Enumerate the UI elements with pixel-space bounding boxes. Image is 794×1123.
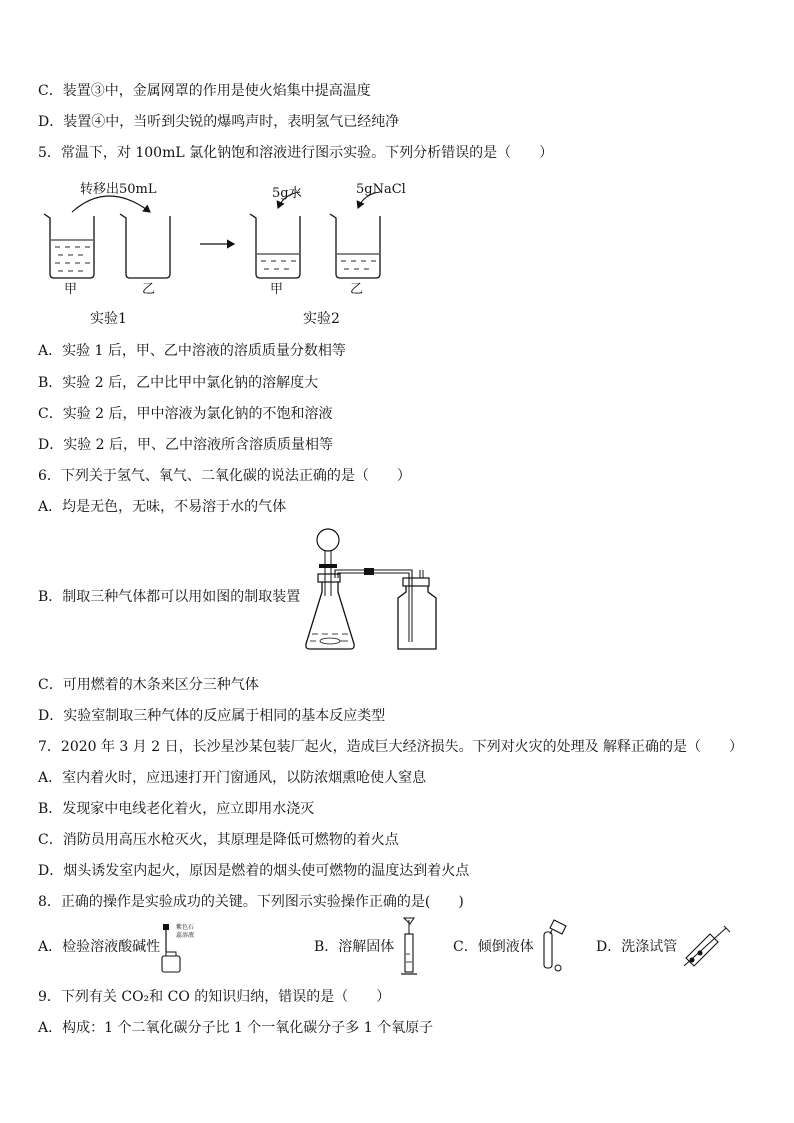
label-exp1: 实验1	[90, 311, 127, 327]
label-transfer: 转移出50mL	[80, 182, 157, 197]
q9-stem: 9．下列有关 CO₂和 CO 的知识归纳，错误的是（ ）	[38, 989, 391, 1005]
q6-option-c: C．可用燃着的木条来区分三种气体	[38, 677, 259, 693]
label-jia-1: 甲	[64, 282, 78, 297]
q5-option-a: A．实验 1 后，甲、乙中溶液的溶质质量分数相等	[38, 343, 346, 359]
beaker-yi-2	[330, 192, 380, 278]
q8-option-b: B．溶解固体	[314, 939, 395, 955]
q8-figure-d	[680, 924, 732, 970]
q7-option-c: C．消防员用高压水枪灭火，其原理是降低可燃物的着火点	[38, 832, 399, 848]
q8-figure-b	[398, 914, 420, 978]
beaker-yi-1	[120, 214, 170, 278]
q7-stem: 7．2020 年 3 月 2 日，长沙星沙某包装厂起火，造成巨大经济损失。下列对火灾的处理及 解释正确的是（ ）	[38, 739, 744, 755]
beaker-jia-2	[250, 192, 300, 278]
q4-option-d: D．装置④中，当听到尖锐的爆鸣声时，表明氢气已经纯净	[38, 114, 400, 130]
gas-apparatus-figure	[300, 526, 450, 656]
q7-option-b: B．发现家中电线老化着火，应立即用水浇灭	[38, 801, 315, 817]
q5-figure	[38, 178, 406, 328]
transfer-arrow	[72, 196, 150, 212]
q5-option-d: D．实验 2 后，甲、乙中溶液所含溶质质量相等	[38, 437, 334, 453]
q5-stem: 5．常温下，对 100mL 氯化钠饱和溶液进行图示实验。下列分析错误的是（ ）	[38, 145, 554, 161]
litmus-tag-line2: 蕊溶液	[176, 932, 195, 939]
label-exp2: 实验2	[303, 311, 340, 327]
label-jia-2: 甲	[270, 282, 284, 297]
q8-option-d: D．洗涤试管	[596, 939, 678, 955]
q9-option-a: A．构成：1 个二氧化碳分子比 1 个一氧化碳分子多 1 个氧原子	[38, 1020, 434, 1036]
q6-stem: 6．下列关于氢气、氧气、二氧化碳的说法正确的是（ ）	[38, 468, 411, 484]
q6-option-d: D．实验室制取三种气体的反应属于相同的基本反应类型	[38, 708, 386, 724]
beaker-jia-1	[44, 214, 94, 278]
q7-option-a: A．室内着火时，应迅速打开门窗通风，以防浓烟熏呛使人窒息	[38, 770, 427, 786]
label-yi-1: 乙	[142, 282, 156, 297]
label-yi-2: 乙	[350, 282, 364, 297]
litmus-tag-line1: 紫色石	[176, 924, 195, 931]
q4-option-c: C．装置③中，金属网罩的作用是使火焰集中提高温度	[38, 83, 371, 99]
q6-option-a: A．均是无色，无味，不易溶于水的气体	[38, 499, 287, 515]
q7-option-d: D．烟头诱发室内起火，原因是燃着的烟头使可燃物的温度达到着火点	[38, 863, 470, 879]
label-water: 5g水	[272, 186, 302, 201]
q8-option-a: A．检验溶液酸碱性	[38, 939, 161, 955]
q6-option-b: B．制取三种气体都可以用如图的制取装置	[38, 589, 301, 605]
q5-option-c: C．实验 2 后，甲中溶液为氯化钠的不饱和溶液	[38, 406, 333, 422]
q8-stem: 8．正确的操作是实验成功的关键。下列图示实验操作正确的是( )	[38, 894, 464, 910]
q8-option-c: C．倾倒液体	[453, 939, 534, 955]
label-nacl: 5gNaCl	[356, 182, 406, 197]
q5-option-b: B．实验 2 后，乙中比甲中氯化钠的溶解度大	[38, 375, 319, 391]
q8-figure-a	[160, 924, 194, 974]
q8-figure-c	[536, 916, 572, 976]
